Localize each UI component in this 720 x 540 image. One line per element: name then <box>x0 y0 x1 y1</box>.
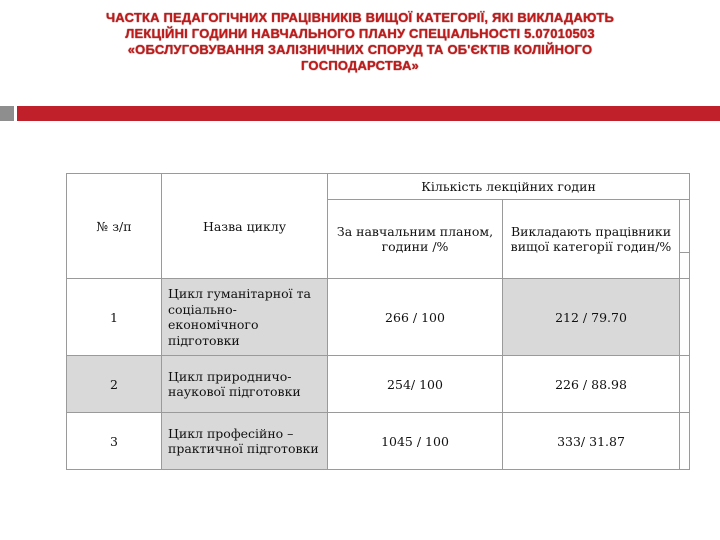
title-divider <box>17 106 720 121</box>
row-teacher-hours: 226 / 88.98 <box>503 356 680 413</box>
lecture-hours-table <box>66 173 690 470</box>
row-cycle-name: Цикл гуманітарної та соціально-економічного підготовки <box>162 279 328 356</box>
header-cycle-name: Назва циклу <box>162 174 328 279</box>
row-plan-hours: 1045 / 100 <box>328 413 503 470</box>
title-divider-accent <box>0 106 14 121</box>
row-teacher-hours: 333/ 31.87 <box>503 413 680 470</box>
header-lecture-hours: Кількість лекційних годин <box>328 174 690 200</box>
title-line: ГОСПОДАРСТВА» <box>301 58 419 73</box>
header-number: № з/п <box>67 174 162 279</box>
title-line: «ОБСЛУГОВУВАННЯ ЗАЛІЗНИЧНИХ СПОРУД ТА ОБ'ЄКТІВ КОЛІЙНОГО <box>127 42 593 57</box>
page-title <box>20 10 700 74</box>
table-row <box>67 356 690 413</box>
row-teacher-hours: 212 / 79.70 <box>503 279 680 356</box>
title-line: ЛЕКЦІЙНІ ГОДИНИ НАВЧАЛЬНОГО ПЛАНУ СПЕЦІАЛЬНОСТІ 5.07010503 <box>125 26 595 41</box>
row-number: 2 <box>67 356 162 413</box>
table-row <box>67 413 690 470</box>
row-plan-hours: 254/ 100 <box>328 356 503 413</box>
header-plan-hours: За навчальним планом, години /% <box>328 200 503 279</box>
row-plan-hours: 266 / 100 <box>328 279 503 356</box>
row-cycle-name: Цикл природничо-наукової підготовки <box>162 356 328 413</box>
table-row <box>67 279 690 356</box>
header-teacher-hours: Викладають працівники вищої категорії годин/% <box>503 200 680 279</box>
row-cycle-name: Цикл професійно – практичної підготовки <box>162 413 328 470</box>
row-number: 3 <box>67 413 162 470</box>
row-number: 1 <box>67 279 162 356</box>
title-line: ЧАСТКА ПЕДАГОГІЧНИХ ПРАЦІВНИКІВ ВИЩОЇ КАТЕГОРІЇ, ЯКІ ВИКЛАДАЮТЬ <box>105 10 615 25</box>
